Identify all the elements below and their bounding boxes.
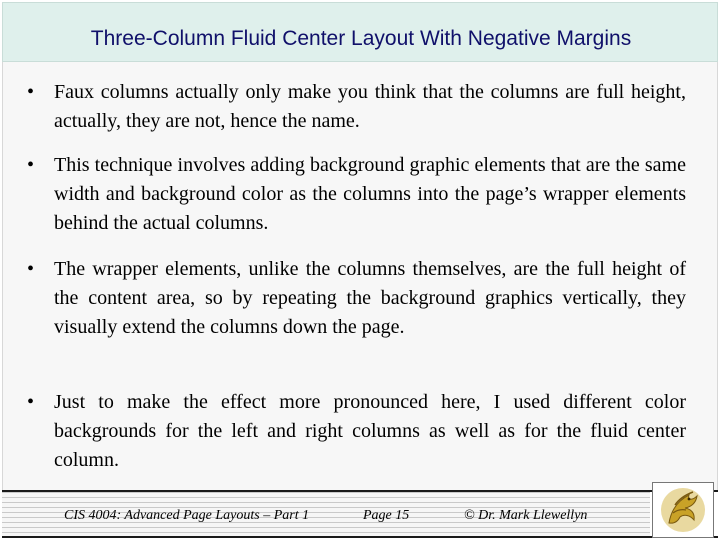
footer-divider-bottom — [2, 536, 718, 538]
bullet-dot: • — [27, 154, 35, 176]
bullet-dot: • — [27, 81, 35, 103]
logo-frame — [652, 482, 714, 538]
bullet-dot: • — [27, 391, 35, 413]
footer-author: © Dr. Mark Llewellyn — [464, 508, 588, 523]
pegasus-logo-icon — [653, 483, 713, 537]
bullet-text: Faux columns actually only make you think that the columns are full height, actually, they are not, hence the name. — [54, 81, 686, 132]
content-area — [2, 62, 718, 490]
bullet-dot: • — [27, 258, 35, 280]
slide-title: Three-Column Fluid Center Layout With Negative Margins — [90, 27, 632, 50]
footer-page-number: Page 15 — [363, 508, 410, 523]
bullet-text: The wrapper elements, unlike the columns themselves, are the full height of the content area, so by repeating the background graphics vertically, they visually extend the columns down the page. — [54, 258, 686, 338]
bullet-text: Just to make the effect more pronounced here, I used different color backgrounds for the left and right columns as well as for the fluid center column. — [54, 391, 686, 471]
bullet-text: This technique involves adding background graphic elements that are the same width and background color as the columns into the page’s wrapper elements behind the actual columns. — [54, 154, 686, 234]
footer-course: CIS 4004: Advanced Page Layouts – Part 1 — [64, 508, 310, 523]
title-bar — [2, 2, 718, 62]
